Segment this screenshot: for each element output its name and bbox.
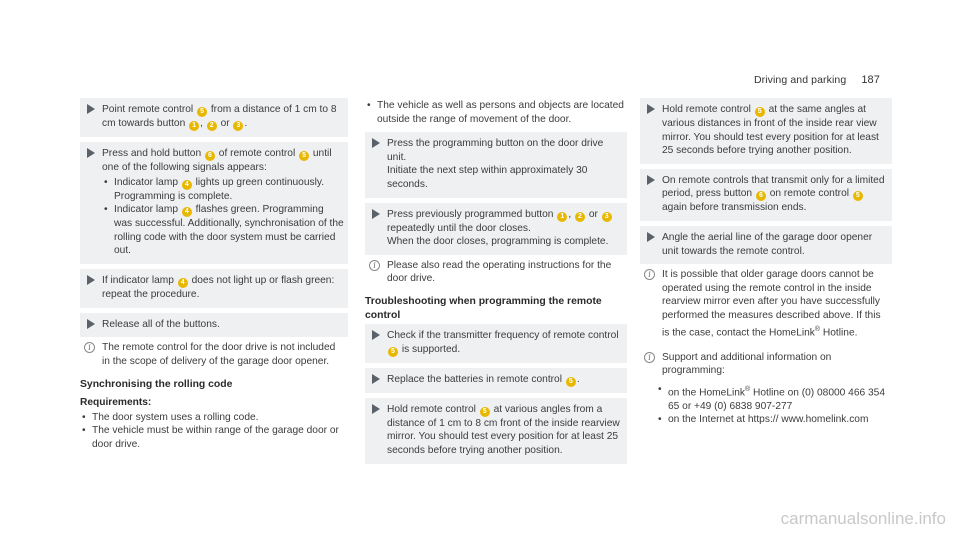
step-press-programmed: Press previously programmed button 1 , 2 or 3 repeatedly until the door closes. When the door closes, programming is complete. (365, 203, 627, 255)
callout-1: 1 (189, 121, 199, 131)
arrow-right-icon (372, 374, 380, 384)
requirements-label: Requirements: (80, 396, 152, 408)
list-item: • on the HomeLink® Hotline on (0) 08000 466 354 65 or +49 (0) 6838 907-277 (656, 383, 892, 414)
section-title: Driving and parking (753, 74, 847, 86)
callout-4: 4 (182, 207, 192, 217)
column-2 (365, 98, 627, 469)
arrow-right-icon (372, 209, 380, 219)
step-release: Release all of the buttons. (80, 313, 348, 338)
page-header (754, 74, 880, 86)
callout-4: 4 (182, 180, 192, 190)
list-item: • Indicator lamp 4 lights up green continuously. Programming is complete. (102, 176, 344, 204)
arrow-right-icon (87, 319, 95, 329)
callout-3: 3 (602, 212, 612, 222)
callout-4: 4 (178, 278, 188, 288)
step-programming-button: Press the programming button on the door drive unit. Initiate the next step within approximately 30 seconds. (365, 132, 627, 197)
callout-1: 1 (557, 212, 567, 222)
callout-5: 5 (755, 107, 765, 117)
requirements-list (80, 411, 348, 452)
page-number: 187 (861, 74, 880, 86)
callout-5: 5 (853, 191, 863, 201)
arrow-right-icon (372, 330, 380, 340)
step-point-remote: Point remote control 5 from a distance of 1 cm to 8 cm towards button 1 , 2 or 3 . (80, 98, 348, 137)
callout-6: 6 (756, 191, 766, 201)
callout-5: 5 (197, 107, 207, 117)
list-item: • The door system uses a rolling code. (80, 411, 348, 425)
arrow-right-icon (647, 175, 655, 185)
arrow-right-icon (647, 232, 655, 242)
step-indicator-fail: If indicator lamp 4 does not light up or flash green: repeat the procedure. (80, 269, 348, 308)
arrow-right-icon (87, 148, 95, 158)
note-older-garage-doors: i It is possible that older garage doors cannot be operated using the remote control in the inside rearview mirror even after you have successfully performed the measures described above. If this is the case, contact the HomeLink® Hotline. (640, 266, 892, 343)
arrow-right-icon (372, 404, 380, 414)
arrow-right-icon (87, 104, 95, 114)
note-support: i Support and additional information on programming: (640, 349, 892, 382)
arrow-right-icon (372, 138, 380, 148)
arrow-right-icon (647, 104, 655, 114)
heading-synchronising: Synchronising the rolling code (80, 379, 233, 391)
requirements-list-cont (365, 99, 627, 126)
note-operating-instructions: i Please also read the operating instructions for the door drive. (365, 257, 627, 290)
column-3 (640, 98, 892, 431)
signal-list (102, 176, 344, 258)
info-icon: i (369, 260, 380, 271)
watermark: carmanualsonline.info (780, 509, 946, 528)
step-angle-aerial: Angle the aerial line of the garage door opener unit towards the remote control. (640, 226, 892, 264)
info-icon: i (644, 269, 655, 280)
callout-5: 5 (388, 347, 398, 357)
callout-2: 2 (575, 212, 585, 222)
info-icon: i (84, 342, 95, 353)
list-item: • The vehicle as well as persons and objects are located outside the range of movement of the door. (365, 99, 627, 126)
list-item: • Indicator lamp 4 flashes green. Programming was successful. Additionally, synchronisation of the rolling code with the door system must be carried out. (102, 203, 344, 258)
callout-6: 6 (205, 151, 215, 161)
info-icon: i (644, 352, 655, 363)
step-check-frequency: Check if the transmitter frequency of remote control 5 is supported. (365, 324, 627, 363)
step-replace-batteries: Replace the batteries in remote control 5 . (365, 368, 627, 393)
step-hold-angles: Hold remote control 5 at various angles from a distance of 1 cm to 8 cm front of the inside rearview mirror. You should test every position for at least 25 seconds before trying another position. (365, 398, 627, 464)
callout-5: 5 (480, 407, 490, 417)
callout-5: 5 (299, 151, 309, 161)
callout-2: 2 (207, 121, 217, 131)
heading-troubleshooting: Troubleshooting when programming the remote control (365, 295, 602, 321)
list-item: • on the Internet at https:// www.homelink.com (656, 413, 892, 427)
step-press-hold: Press and hold button 6 of remote control 5 until one of the following signals appears: • Indicator lamp 4 lights up green continuously. Programming is complete. • Indicator lamp 4 flashes green. Programming was successful. Additionally, synchronisation of the rolling code with the door system must be carried out. (80, 142, 348, 264)
step-hold-distances: Hold remote control 5 at the same angles at various distances in front of the inside rear view mirror. You should test every position for at least 25 seconds before trying another position. (640, 98, 892, 164)
callout-3: 3 (233, 121, 243, 131)
list-item: • The vehicle must be within range of the garage door or door drive. (80, 424, 348, 451)
arrow-right-icon (87, 275, 95, 285)
callout-5: 5 (566, 377, 576, 387)
note-remote-not-included: i The remote control for the door drive is not included in the scope of delivery of the garage door opener. (80, 339, 348, 372)
step-limited-period: On remote controls that transmit only for a limited period, press button 6 on remote control 5 again before transmission ends. (640, 169, 892, 221)
support-list (640, 383, 892, 427)
column-1 (80, 98, 348, 451)
